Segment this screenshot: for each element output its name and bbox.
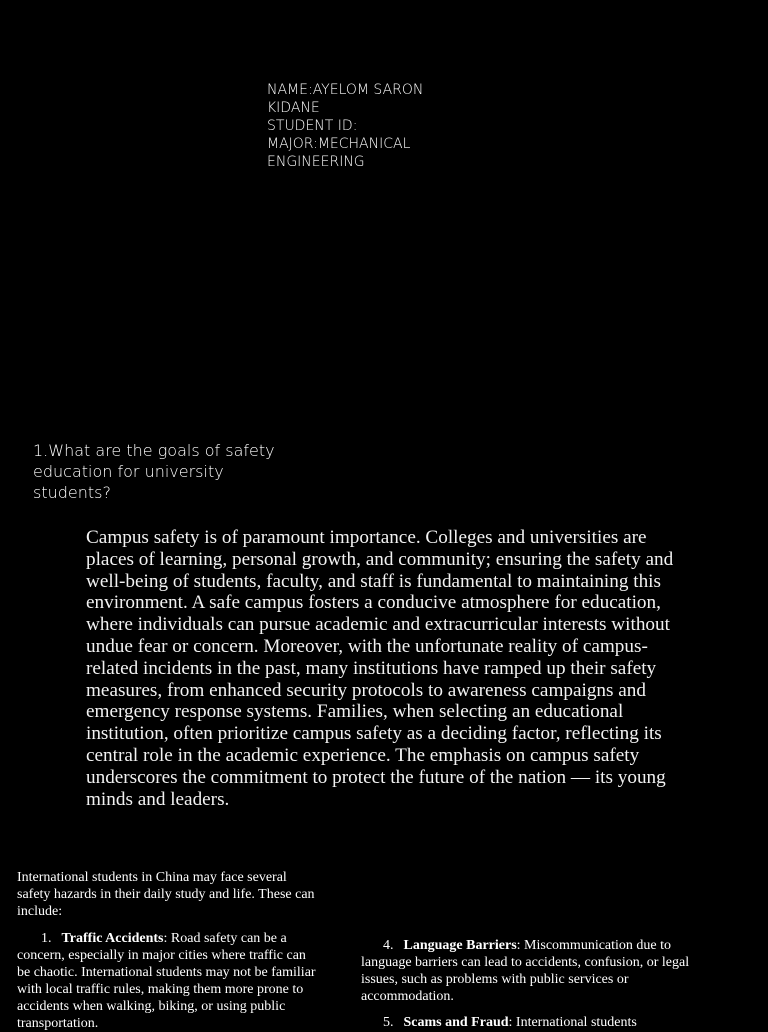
answer-paragraph: Campus safety is of paramount importance. Colleges and universities are places of learning, personal growth, and community; ensuring the safety and well-being of students, faculty, and staff is fundamental to maintaining this environment. A safe campus fosters a conducive atmosphere for education, where individuals can pursue academic and extracurricular interests without undue fear or concern. Moreover, with the unfortunate reality of campus-related incidents in the past, many institutions have ramped up their safety measures, from enhanced security protocols to awareness campaigns and emergency response systems. Families, when selecting an educational institution, often prioritize campus safety as a deciding factor, reflecting its central role in the academic experience. The emphasis on campus safety underscores the commitment to protect the future of the nation — its young minds and leaders.: [86, 527, 674, 810]
list-item-text: : Miscommunication due to language barriers can lead to accidents, confusion, or legal issues, such as problems with public services or accommodation.: [361, 938, 690, 1004]
list-item-title: Language Barriers: [403, 938, 517, 953]
major-line-1: MAJOR:MECHANICAL: [267, 136, 411, 152]
question-heading: 1.What are the goals of safety education for university students?: [33, 441, 275, 502]
list-item-title: Traffic Accidents: [61, 931, 164, 946]
student-name-line-2: KIDANE: [267, 100, 320, 116]
list-item-number: 5.: [383, 1015, 394, 1030]
hazards-intro: International students in China may face several safety hazards in their daily study and life. These can include:: [17, 870, 315, 919]
list-item-text: : International students: [508, 1015, 637, 1030]
list-item: [361, 1014, 701, 1031]
list-item-number: 4.: [383, 938, 394, 953]
list-item: [361, 937, 701, 1005]
list-item-number: 1.: [41, 931, 52, 946]
major-line-2: ENGINEERING: [267, 154, 365, 170]
list-item-text: : Road safety can be a concern, especially in major cities where traffic can be chaotic. International students may not be familiar with local traffic rules, making them more prone to accidents when walking, biking, or using public transportation.: [17, 931, 316, 1031]
student-id-label: STUDENT ID:: [267, 118, 358, 134]
student-info: [267, 81, 467, 171]
list-item: [17, 930, 322, 1032]
list-item-title: Scams and Fraud: [403, 1015, 509, 1030]
student-name-line-1: NAME:AYELOM SARON: [267, 82, 424, 98]
